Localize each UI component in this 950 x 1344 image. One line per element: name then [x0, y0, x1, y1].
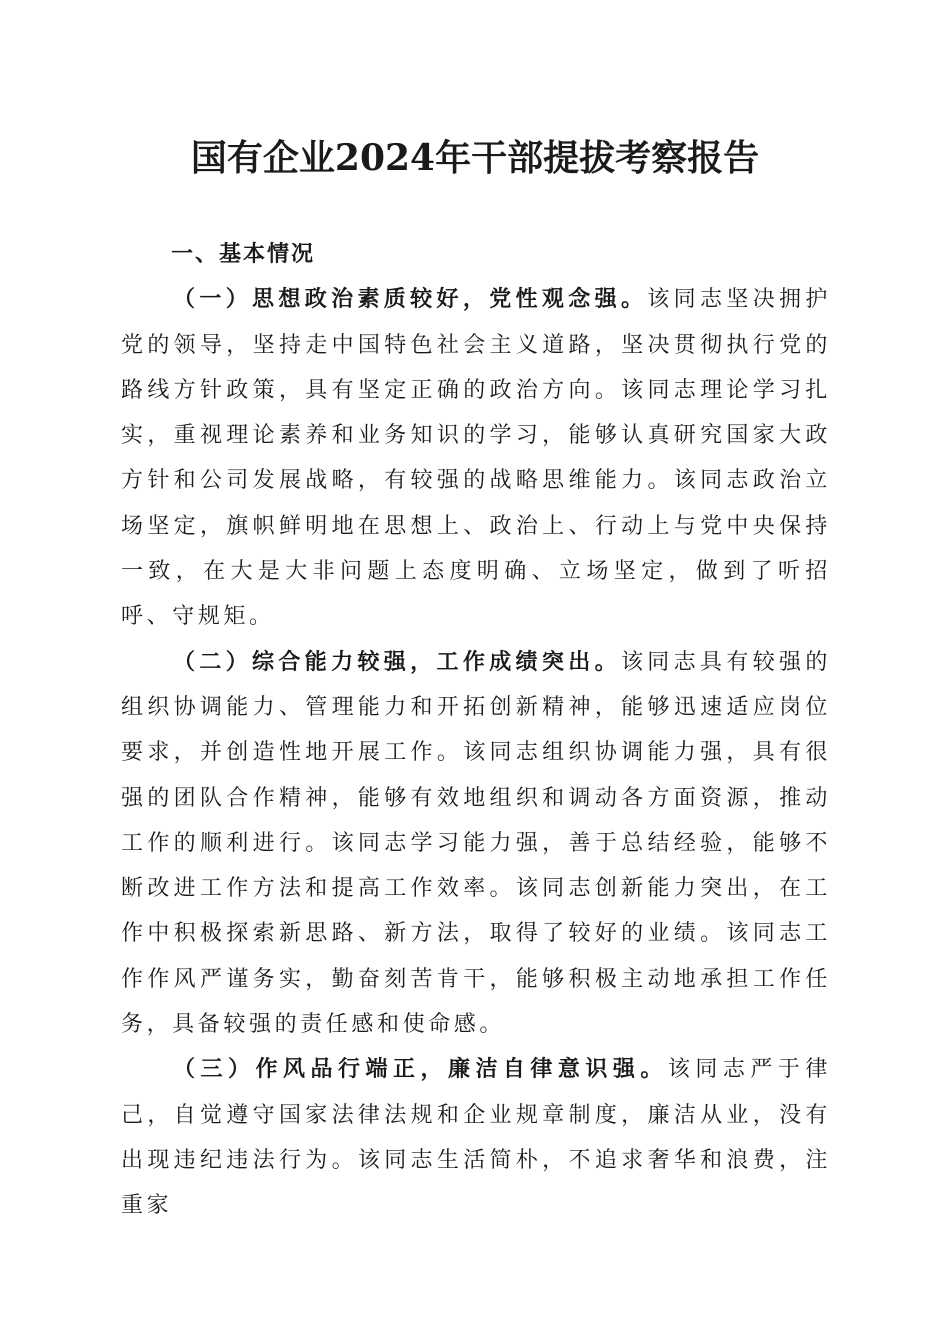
paragraph-text: 该同志严于律己，自觉遵守国家法律法规和企业规章制度，廉洁从业，没有出现违纪违法行为。该同志生活简朴，不追求奢华和浪费，注重家: [121, 1057, 831, 1219]
paragraph-lead: （二）综合能力较强，工作成绩突出。: [173, 649, 621, 675]
paragraph-text: 该同志坚决拥护党的领导，坚持走中国特色社会主义道路，坚决贯彻执行党的路线方针政策，具有坚定正确的政治方向。该同志理论学习扎实，重视理论素养和业务知识的学习，能够认真研究国家大政方针和公司发展战略，有较强的战略思维能力。该同志政治立场坚定，旗帜鲜明地在思想上、政治上、行动上与党中央保持一致，在大是大非问题上态度明确、立场坚定，做到了听招呼、守规矩。: [121, 287, 831, 630]
document-title: 国有企业2024年干部提拔考察报告: [190, 137, 760, 179]
paragraph-lead: （一）思想政治素质较好，党性观念强。: [173, 287, 648, 313]
paragraph-lead: （三）作风品行端正，廉洁自律意识强。: [173, 1057, 668, 1083]
paragraph-ability: [121, 640, 831, 1048]
paragraph-integrity: [121, 1047, 831, 1228]
document-body: [121, 232, 831, 1229]
paragraph-text: 该同志具有较强的组织协调能力、管理能力和开拓创新精神，能够迅速适应岗位要求，并创造性地开展工作。该同志组织协调能力强，具有很强的团队合作精神，能够有效地组织和调动各方面资源，推动工作的顺利进行。该同志学习能力强，善于总结经验，能够不断改进工作方法和提高工作效率。该同志创新能力突出，在工作中积极探索新思路、新方法，取得了较好的业绩。该同志工作作风严谨务实，勤奋刻苦肯干，能够积极主动地承担工作任务，具备较强的责任感和使命感。: [121, 649, 831, 1038]
paragraph-political-quality: [121, 277, 831, 639]
section-heading-basic-info: 一、基本情况: [171, 242, 316, 267]
